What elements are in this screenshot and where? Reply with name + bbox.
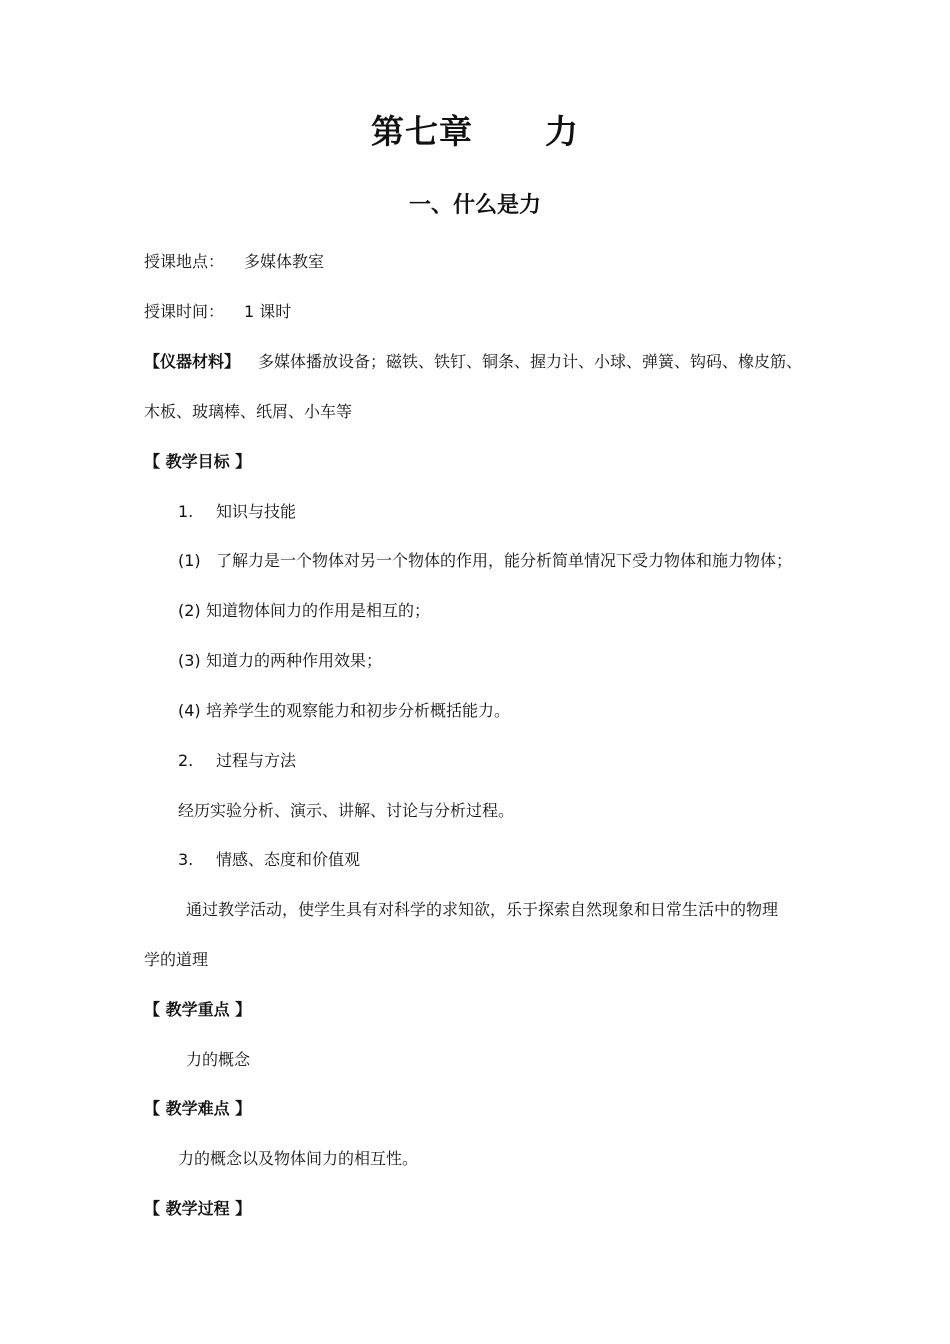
goal-sub-4 <box>178 699 830 723</box>
goal-item-2-title: 过程与方法 <box>216 751 297 770</box>
goal-item-3-title: 情感、态度和价值观 <box>216 850 361 869</box>
goal-item-2-number: 2. <box>178 751 194 770</box>
location-label: 授课地点： <box>144 252 225 271</box>
goal-sub-2-text: 知道物体间力的作用是相互的； <box>206 601 431 620</box>
goal-item-1 <box>178 500 830 524</box>
goal-item-3-text-2: 学的道理 <box>144 950 209 969</box>
goal-item-1-title: 知识与技能 <box>216 502 297 521</box>
section-title: 一、什么是力 <box>408 193 541 218</box>
goal-sub-3-number: (3) <box>178 651 201 670</box>
goal-sub-3-text: 知道力的两种作用效果； <box>206 651 383 670</box>
goal-sub-1 <box>178 549 830 573</box>
location-value: 多媒体教室 <box>244 252 325 271</box>
goals-heading: 【 教学目标 】 <box>144 452 252 471</box>
time-label: 授课时间： <box>144 302 225 321</box>
materials-text-1: 多媒体播放设备；磁铁、铁钉、铜条、握力计、小球、弹簧、钩码、橡皮筋、 <box>258 352 803 371</box>
goal-sub-2-number: (2) <box>178 601 201 620</box>
goal-item-2-text: 经历实验分析、演示、讲解、讨论与分析过程。 <box>178 801 515 820</box>
materials-line-2: 木板、玻璃棒、纸屑、小车等 <box>144 402 353 421</box>
goal-item-1-number: 1. <box>178 502 194 521</box>
location-line <box>144 250 830 274</box>
chapter-number: 第七章 <box>371 112 473 151</box>
difficulties-text: 力的概念以及物体间力的相互性。 <box>178 1149 419 1168</box>
key-points-text: 力的概念 <box>186 1050 251 1069</box>
time-line <box>144 300 830 324</box>
goal-item-2 <box>178 749 830 773</box>
goal-sub-1-number: (1) <box>178 551 201 570</box>
chapter-name: 力 <box>545 112 579 151</box>
difficulties-heading: 【 教学难点 】 <box>144 1099 252 1118</box>
goal-sub-3 <box>178 649 830 673</box>
materials-line <box>144 350 830 374</box>
materials-label: 【仪器材料】 <box>144 352 241 371</box>
key-points-heading: 【 教学重点 】 <box>144 1000 252 1019</box>
process-heading: 【 教学过程 】 <box>144 1199 252 1218</box>
goal-item-3-text-1: 通过教学活动，使学生具有对科学的求知欲，乐于探索自然现象和日常生活中的物理 <box>186 900 779 919</box>
goal-item-3 <box>178 848 830 872</box>
goal-sub-4-text: 培养学生的观察能力和初步分析概括能力。 <box>206 701 511 720</box>
goal-sub-4-number: (4) <box>178 701 201 720</box>
time-value: 1 课时 <box>244 302 292 321</box>
chapter-title <box>0 110 950 154</box>
goal-sub-1-text: 了解力是一个物体对另一个物体的作用，能分析简单情况下受力物体和施力物体； <box>216 551 793 570</box>
goal-sub-2 <box>178 599 830 623</box>
goal-item-3-number: 3. <box>178 850 194 869</box>
